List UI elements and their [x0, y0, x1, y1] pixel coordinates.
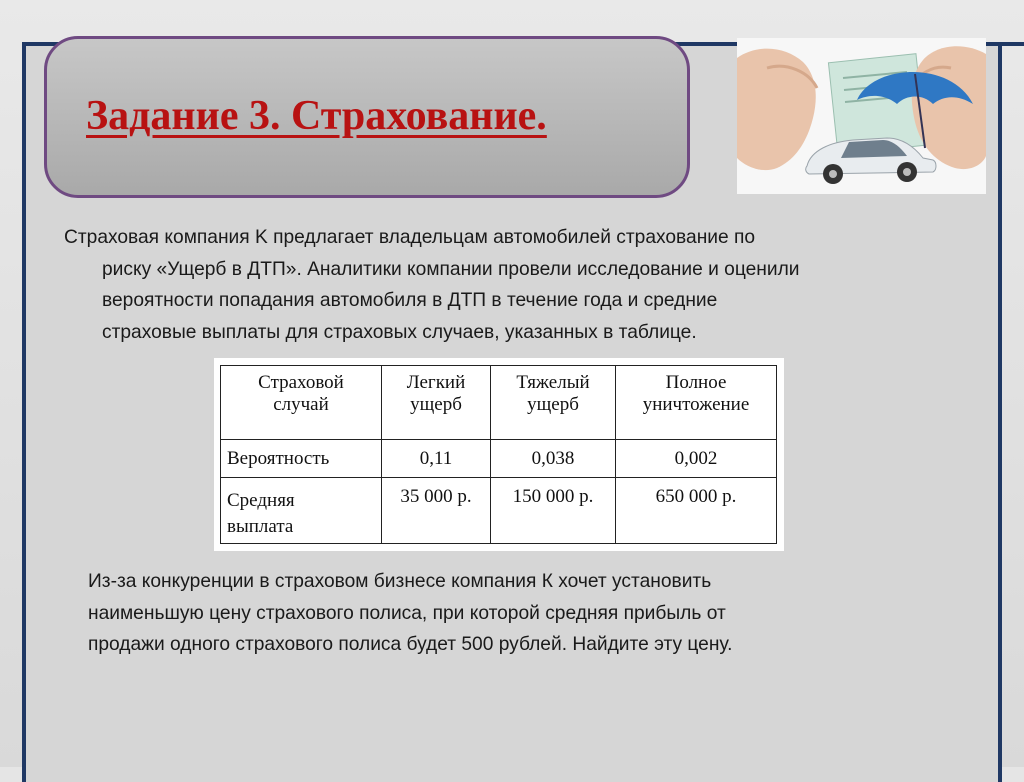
task-line-2: наименьшую цену страхового полиса, при которой средняя прибыль от [88, 602, 726, 624]
task-line-3: продажи одного страхового полиса будет 500 рублей. Найдите эту цену. [88, 634, 733, 655]
table-row-payout [221, 478, 777, 544]
probability-light: 0,11 [419, 448, 453, 469]
row-label-probability: Вероятность [227, 448, 330, 469]
header-light-damage: Легкий ущерб [406, 372, 466, 415]
payout-total: 650 000 р. [655, 486, 737, 507]
intro-line-1: Страховая компания K предлагает владельцам автомобилей страхование по [64, 227, 756, 248]
table-row-probability [221, 440, 777, 478]
insurance-table-image [214, 358, 784, 551]
table-header-row [221, 366, 777, 440]
frame-accent [1001, 42, 1024, 46]
probability-total: 0,002 [674, 448, 718, 469]
row-label-payout: Средняя выплата [227, 490, 295, 537]
payout-light: 35 000 р. [400, 486, 472, 507]
intro-line-2: риску «Ущерб в ДТП». Аналитики компании провели исследование и оценили [102, 258, 800, 280]
payout-heavy: 150 000 р. [512, 486, 594, 507]
probability-heavy: 0,038 [531, 448, 575, 469]
insurance-table [220, 365, 777, 544]
intro-paragraph [64, 222, 984, 348]
insurance-hands-umbrella-car-icon [737, 38, 986, 194]
slide-title: Задание 3. Страхование. [86, 93, 547, 139]
header-case: Страховой случай [258, 372, 344, 415]
header-total-loss: Полное уничтожение [642, 372, 750, 415]
intro-line-3: вероятности попадания автомобиля в ДТП в течение года и средние [102, 290, 718, 311]
intro-line-4: страховые выплаты для страховых случаев, указанных в таблице. [102, 321, 697, 343]
task-line-1: Из-за конкуренции в страховом бизнесе компания К хочет установить [88, 571, 712, 592]
task-paragraph [88, 566, 988, 661]
header-heavy-damage: Тяжелый ущерб [516, 372, 590, 415]
